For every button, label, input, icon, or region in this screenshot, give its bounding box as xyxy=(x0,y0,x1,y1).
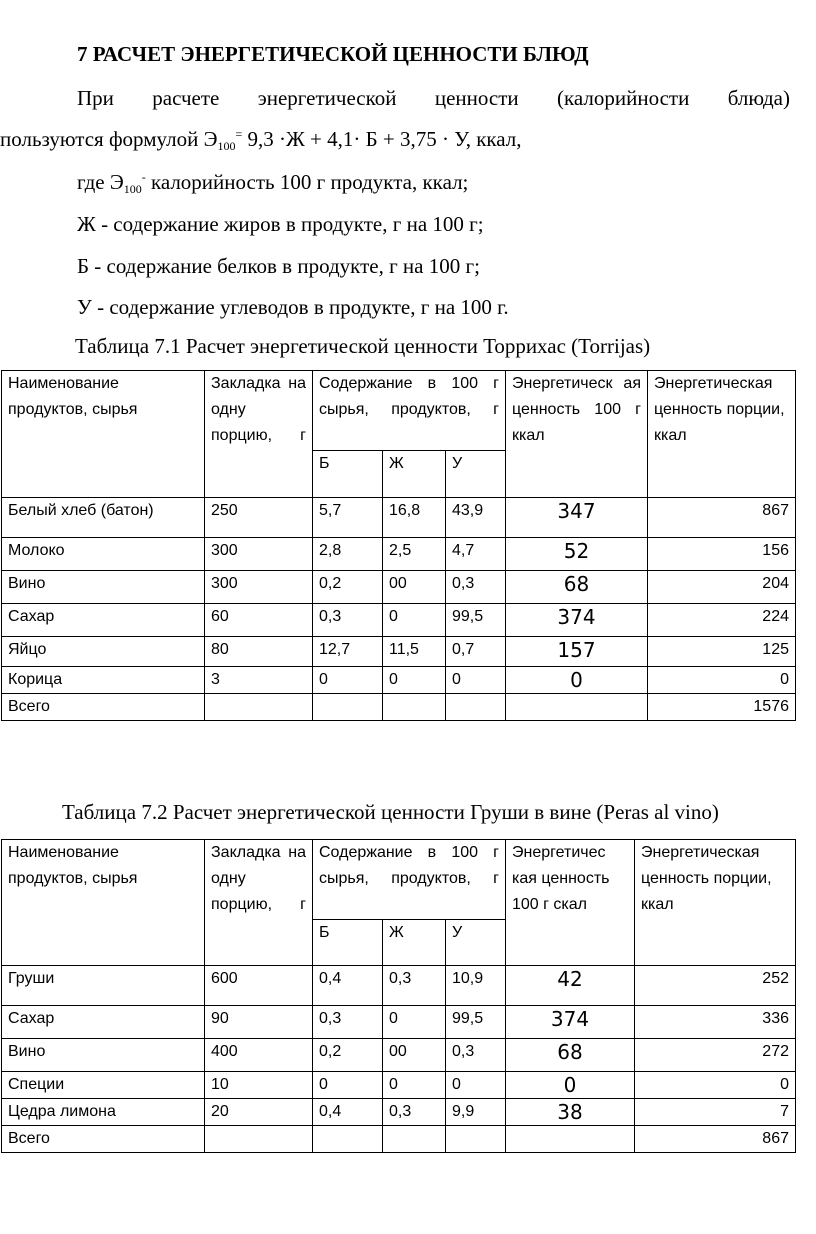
cell-zh: 0,3 xyxy=(383,966,446,1006)
cell-portion: 3 xyxy=(205,667,313,694)
cell-b: 0 xyxy=(313,1072,383,1099)
table2-header-content: Содержание в 100 г сырья, продуктов, г xyxy=(313,840,506,920)
cell-ep: 125 xyxy=(648,637,796,667)
cell-b: 12,7 xyxy=(313,637,383,667)
cell-u: 0,7 xyxy=(446,637,506,667)
cell-name: Сахар xyxy=(2,1006,205,1039)
cell-u: 9,9 xyxy=(446,1099,506,1126)
intro-word: расчете xyxy=(152,86,220,110)
table2-header-energy-portion: Энергетическая ценность порции, ккал xyxy=(635,840,796,966)
cell-b: 5,7 xyxy=(313,498,383,538)
table-row xyxy=(2,1006,796,1039)
table-row xyxy=(2,604,796,637)
cell-portion: 10 xyxy=(205,1072,313,1099)
table-row xyxy=(2,966,796,1006)
table-row xyxy=(2,1072,796,1099)
cell-name: Сахар xyxy=(2,604,205,637)
cell-ep: 204 xyxy=(648,571,796,604)
cell-b: 2,8 xyxy=(313,538,383,571)
definition-fat: Ж - содержание жиров в продукте, г на 100 г; xyxy=(77,212,484,236)
cell-portion: 600 xyxy=(205,966,313,1006)
cell-u: 4,7 xyxy=(446,538,506,571)
table2-caption: Таблица 7.2 Расчет энергетической ценности Груши в вине (Peras al vino) xyxy=(62,800,719,824)
cell-portion: 400 xyxy=(205,1039,313,1072)
cell-e100: 347 xyxy=(506,498,648,538)
cell-name: Специи xyxy=(2,1072,205,1099)
cell-b: 0,2 xyxy=(313,1039,383,1072)
cell-ep: 0 xyxy=(635,1072,796,1099)
empty-cell xyxy=(383,1126,446,1153)
empty-cell xyxy=(446,694,506,721)
cell-name: Молоко xyxy=(2,538,205,571)
empty-cell xyxy=(313,694,383,721)
total-label: Всего xyxy=(2,694,205,721)
cell-portion: 80 xyxy=(205,637,313,667)
intro-word: (калорийности xyxy=(557,86,690,110)
cell-e100: 0 xyxy=(506,667,648,694)
definition-protein: Б - содержание белков в продукте, г на 100 г; xyxy=(77,254,480,278)
table1-header-content: Содержание в 100 г сырья, продуктов, г xyxy=(313,371,506,451)
total-value: 1576 xyxy=(648,694,796,721)
cell-e100: 157 xyxy=(506,637,648,667)
cell-ep: 867 xyxy=(648,498,796,538)
intro-word: энергетической xyxy=(257,86,397,110)
table2-header-zh: Ж xyxy=(383,920,446,966)
cell-name: Цедра лимона xyxy=(2,1099,205,1126)
cell-zh: 00 xyxy=(383,571,446,604)
table-row xyxy=(2,1099,796,1126)
cell-e100: 68 xyxy=(506,571,648,604)
intro-word: блюда) xyxy=(727,86,790,110)
empty-cell xyxy=(205,1126,313,1153)
cell-e100: 42 xyxy=(506,966,635,1006)
cell-e100: 0 xyxy=(506,1072,635,1099)
cell-name: Яйцо xyxy=(2,637,205,667)
cell-b: 0,2 xyxy=(313,571,383,604)
table2-header-b: Б xyxy=(313,920,383,966)
table2 xyxy=(1,839,796,1153)
cell-zh: 16,8 xyxy=(383,498,446,538)
cell-u: 43,9 xyxy=(446,498,506,538)
cell-portion: 60 xyxy=(205,604,313,637)
cell-b: 0,3 xyxy=(313,1006,383,1039)
table-total-row xyxy=(2,1126,796,1153)
cell-portion: 300 xyxy=(205,571,313,604)
cell-ep: 272 xyxy=(635,1039,796,1072)
cell-e100: 374 xyxy=(506,604,648,637)
empty-cell xyxy=(205,694,313,721)
cell-u: 99,5 xyxy=(446,1006,506,1039)
cell-u: 0 xyxy=(446,667,506,694)
empty-cell xyxy=(506,694,648,721)
table1-header-energy100: Энергетическ ая ценность 100 г ккал xyxy=(506,371,648,498)
table-row xyxy=(2,637,796,667)
table2-header-energy100: Энергетичес кая ценность 100 г скал xyxy=(506,840,635,966)
total-label: Всего xyxy=(2,1126,205,1153)
section-heading: 7 РАСЧЕТ ЭНЕРГЕТИЧЕСКОЙ ЦЕННОСТИ БЛЮД xyxy=(77,42,589,66)
empty-cell xyxy=(383,694,446,721)
empty-cell xyxy=(446,1126,506,1153)
table1-header-name: Наименование продуктов, сырья xyxy=(2,371,205,498)
table1 xyxy=(1,370,796,721)
definition-carbs: У - содержание углеводов в продукте, г на 100 г. xyxy=(77,295,509,319)
intro-line-1 xyxy=(77,86,790,111)
cell-u: 10,9 xyxy=(446,966,506,1006)
table1-header-energy-portion: Энергетическая ценность порции, ккал xyxy=(648,371,796,498)
table1-header-portion: Закладка на одну порцию, г xyxy=(205,371,313,498)
cell-e100: 52 xyxy=(506,538,648,571)
table1-caption: Таблица 7.1 Расчет энергетической ценности Торрихас (Torrijas) xyxy=(75,334,651,358)
cell-u: 0 xyxy=(446,1072,506,1099)
cell-zh: 0 xyxy=(383,604,446,637)
definition-energy: где $Э_{100}^-$ калорийность 100 г продукта, ккал; xyxy=(77,170,469,196)
total-value: 867 xyxy=(635,1126,796,1153)
cell-portion: 90 xyxy=(205,1006,313,1039)
cell-portion: 250 xyxy=(205,498,313,538)
cell-e100: 38 xyxy=(506,1099,635,1126)
formula-line: пользуются формулой $Э_{100}^=$ 9,3 ·Ж + 4,1· Б + 3,75 · У, ккал, xyxy=(0,127,522,153)
cell-u: 99,5 xyxy=(446,604,506,637)
empty-cell xyxy=(506,1126,635,1153)
cell-ep: 336 xyxy=(635,1006,796,1039)
cell-ep: 7 xyxy=(635,1099,796,1126)
cell-zh: 0 xyxy=(383,1072,446,1099)
cell-ep: 224 xyxy=(648,604,796,637)
cell-zh: 0,3 xyxy=(383,1099,446,1126)
cell-name: Белый хлеб (батон) xyxy=(2,498,205,538)
cell-zh: 0 xyxy=(383,1006,446,1039)
cell-zh: 11,5 xyxy=(383,637,446,667)
cell-u: 0,3 xyxy=(446,1039,506,1072)
table-row xyxy=(2,571,796,604)
table1-header-zh: Ж xyxy=(383,451,446,498)
table2-header-portion: Закладка на одну порцию, г xyxy=(205,840,313,966)
table1-header-b: Б xyxy=(313,451,383,498)
cell-u: 0,3 xyxy=(446,571,506,604)
table2-header-u: У xyxy=(446,920,506,966)
cell-zh: 00 xyxy=(383,1039,446,1072)
cell-name: Вино xyxy=(2,571,205,604)
table1-header-u: У xyxy=(446,451,506,498)
cell-portion: 20 xyxy=(205,1099,313,1126)
cell-zh: 2,5 xyxy=(383,538,446,571)
cell-b: 0 xyxy=(313,667,383,694)
cell-e100: 374 xyxy=(506,1006,635,1039)
cell-b: 0,3 xyxy=(313,604,383,637)
intro-word: При xyxy=(77,86,114,110)
cell-ep: 252 xyxy=(635,966,796,1006)
cell-name: Груши xyxy=(2,966,205,1006)
intro-word: ценности xyxy=(434,86,519,110)
cell-e100: 68 xyxy=(506,1039,635,1072)
cell-portion: 300 xyxy=(205,538,313,571)
table-row xyxy=(2,1039,796,1072)
cell-name: Вино xyxy=(2,1039,205,1072)
cell-b: 0,4 xyxy=(313,966,383,1006)
cell-b: 0,4 xyxy=(313,1099,383,1126)
table-row xyxy=(2,538,796,571)
table-row xyxy=(2,667,796,694)
table2-header-name: Наименование продуктов, сырья xyxy=(2,840,205,966)
cell-zh: 0 xyxy=(383,667,446,694)
table-total-row xyxy=(2,694,796,721)
cell-name: Корица xyxy=(2,667,205,694)
cell-ep: 156 xyxy=(648,538,796,571)
table-row xyxy=(2,498,796,538)
empty-cell xyxy=(313,1126,383,1153)
cell-ep: 0 xyxy=(648,667,796,694)
